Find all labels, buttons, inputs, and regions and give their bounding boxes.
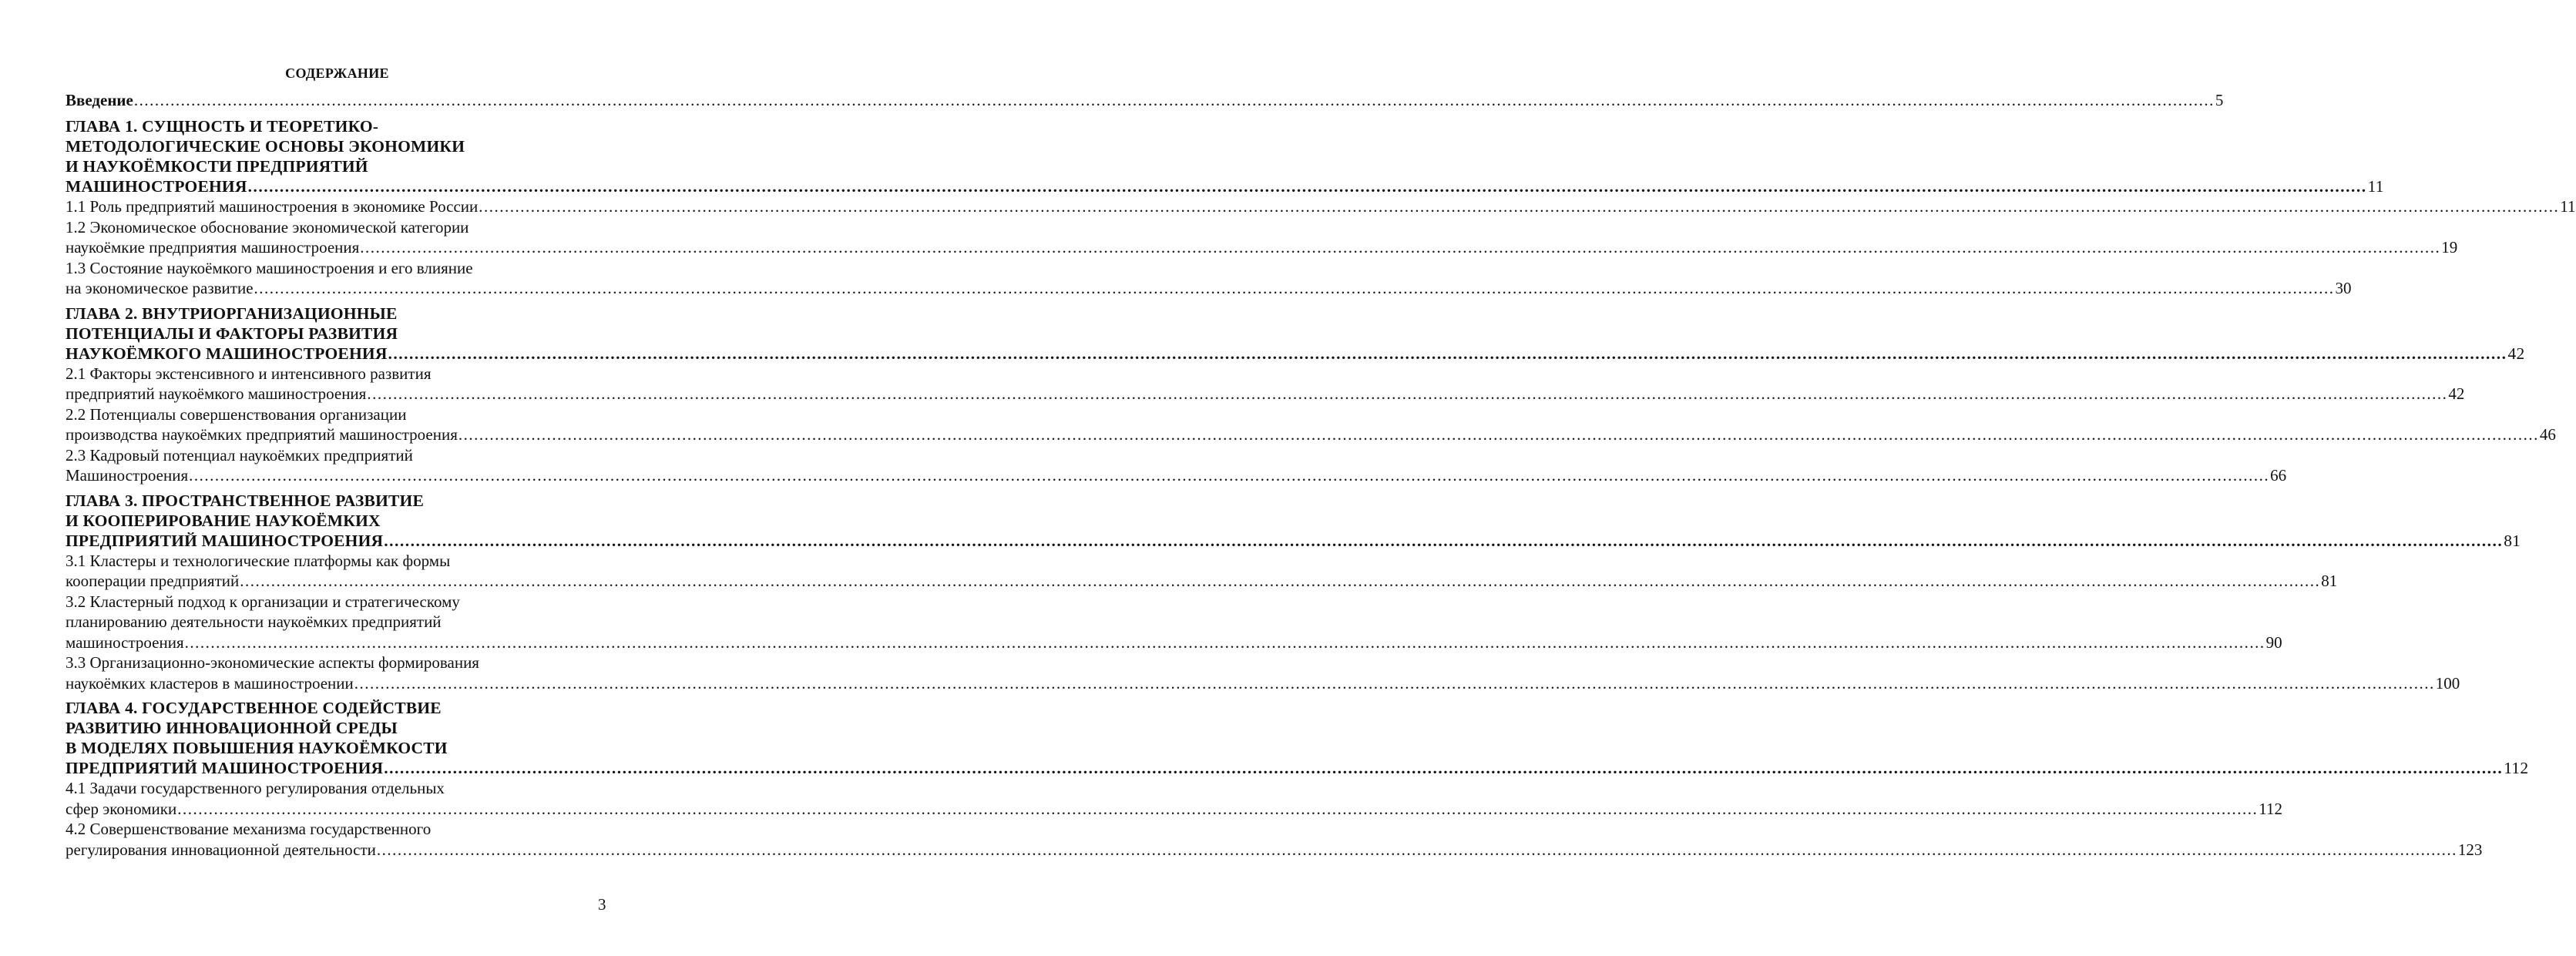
toc-section-3-1-text-line: кооперации предприятий: [65, 572, 240, 590]
toc-section-3-3-last-line: [65, 673, 2460, 694]
toc-section-4-2-last-line: [65, 840, 2483, 860]
toc-section-1-2[interactable]: [65, 217, 2458, 258]
toc-chapter-1-last-line: [65, 176, 2384, 196]
toc-section-3-1-last-line: [65, 571, 2338, 592]
toc-chapter-1[interactable]: [65, 116, 2384, 196]
toc-section-1-3-text-line: 1.3 Состояние наукоёмкого машиностроения и его влияние: [65, 258, 473, 277]
dot-leader: ................................................................................................................................................................................................................................................................................................................................................................................................................: [376, 840, 2457, 859]
toc-section-2-1[interactable]: [65, 364, 2465, 404]
toc-section-2-3-page: 66: [2270, 466, 2287, 485]
toc-section-4-2-page: 123: [2457, 840, 2483, 859]
toc-section-2-3-last-line: [65, 465, 2287, 486]
toc-section-3-2-page: 90: [2265, 632, 2282, 652]
dot-leader: ................................................................................................................................................................................................................................................................................................................................................................................................................: [458, 425, 2539, 444]
toc-chapter-2-last-line: [65, 344, 2525, 364]
toc-section-3-2-last-line: [65, 632, 2282, 653]
toc-chapter-1-page: 11: [2367, 177, 2384, 196]
toc-section-1-2-page: 19: [2441, 238, 2458, 257]
dot-leader: ................................................................................................................................................................................................................................................................................................................................................................................................................: [133, 91, 2215, 109]
toc-section-3-3-page: 100: [2435, 673, 2460, 693]
toc-section-4-2-text-line: 4.2 Совершенствование механизма государственного: [65, 820, 432, 838]
toc-section-3-2-text-line: планированию деятельности наукоёмких предприятий: [65, 612, 442, 631]
toc-chapter-2[interactable]: [65, 304, 2525, 364]
toc-chapter-3[interactable]: [65, 491, 2521, 551]
toc-section-3-3-text-line: наукоёмких кластеров в машиностроении: [65, 673, 354, 693]
toc-chapter-4-text-line: В МОДЕЛЯХ ПОВЫШЕНИЯ НАУКОЁМКОСТИ: [65, 739, 448, 757]
toc-section-2-1-text-line: 2.1 Факторы экстенсивного и интенсивного развития: [65, 364, 432, 383]
toc-section-3-3-text-line: 3.3 Организационно-экономические аспекты формирования: [65, 653, 479, 672]
toc-section-1-1[interactable]: [65, 196, 2576, 217]
dot-leader: ................................................................................................................................................................................................................................................................................................................................................................................................................: [384, 531, 2504, 550]
toc-section-2-1-text-line: предприятий наукоёмкого машиностроения: [65, 384, 367, 403]
intro-label: Введение: [65, 91, 133, 109]
dot-leader: ................................................................................................................................................................................................................................................................................................................................................................................................................: [367, 384, 2448, 403]
toc-chapter-2-page: 42: [2507, 344, 2525, 363]
dot-leader: ................................................................................................................................................................................................................................................................................................................................................................................................................: [254, 279, 2335, 297]
toc-section-2-1-last-line: [65, 384, 2465, 404]
dot-leader: ................................................................................................................................................................................................................................................................................................................................................................................................................: [354, 673, 2435, 693]
toc-section-3-3[interactable]: [65, 652, 2460, 693]
toc-section-1-1-page: 11: [2560, 197, 2576, 216]
toc-chapter-4-last-line: [65, 758, 2529, 778]
toc-section-3-2-text-line: 3.2 Кластерный подход к организации и стратегическому: [65, 592, 460, 611]
toc-section-2-2-page: 46: [2539, 425, 2556, 444]
toc-section-3-2[interactable]: [65, 592, 2282, 653]
toc-section-3-1[interactable]: [65, 551, 2338, 592]
toc-chapter-1-text-line: ГЛАВА 1. СУЩНОСТЬ И ТЕОРЕТИКО-: [65, 117, 379, 136]
toc-section-1-1-last-line: [65, 196, 2576, 217]
toc-chapter-3-last-line: [65, 531, 2521, 551]
toc-chapter-1-text-line: И НАУКОЁМКОСТИ ПРЕДПРИЯТИЙ: [65, 157, 368, 176]
toc-section-4-1-text-line: сфер экономики: [65, 799, 177, 818]
toc-section-1-2-text-line: 1.2 Экономическое обоснование экономической категории: [65, 217, 469, 236]
toc-section-3-1-page: 81: [2321, 572, 2338, 590]
toc-section-1-3-text-line: на экономическое развитие: [65, 279, 254, 297]
toc-section-4-1[interactable]: [65, 778, 2282, 819]
toc-section-4-1-last-line: [65, 799, 2282, 820]
toc-section-4-1-page: 112: [2259, 799, 2282, 818]
toc-chapter-3-text-line: ПРЕДПРИЯТИЙ МАШИНОСТРОЕНИЯ: [65, 531, 384, 550]
page-number: 3: [598, 895, 606, 914]
toc-chapter-4-text-line: ГЛАВА 4. ГОСУДАРСТВЕННОЕ СОДЕЙСТВИЕ: [65, 699, 442, 717]
toc-chapter-3-text-line: ГЛАВА 3. ПРОСТРАНСТВЕННОЕ РАЗВИТИЕ: [65, 491, 425, 510]
toc-section-1-3-last-line: [65, 278, 2352, 299]
toc-section-2-2-last-line: [65, 424, 2556, 445]
toc-section-3-2-text-line: машиностроения: [65, 632, 184, 652]
toc-section-1-1-text-line: 1.1 Роль предприятий машиностроения в экономике России: [65, 197, 479, 216]
dot-leader: ................................................................................................................................................................................................................................................................................................................................................................................................................: [388, 344, 2507, 363]
dot-leader: ................................................................................................................................................................................................................................................................................................................................................................................................................: [184, 632, 2265, 652]
dot-leader: ................................................................................................................................................................................................................................................................................................................................................................................................................: [189, 466, 2270, 485]
toc-section-1-3[interactable]: [65, 258, 2352, 299]
toc-section-2-3-text-line: 2.3 Кадровый потенциал наукоёмких предприятий: [65, 445, 413, 465]
toc-chapter-4[interactable]: [65, 698, 2529, 778]
toc-chapter-1-text-line: МАШИНОСТРОЕНИЯ: [65, 177, 247, 196]
dot-leader: ................................................................................................................................................................................................................................................................................................................................................................................................................: [479, 197, 2560, 216]
toc-section-4-1-text-line: 4.1 Задачи государственного регулирования отдельных: [65, 779, 445, 797]
toc-entry-intro[interactable]: [65, 90, 2224, 110]
toc-section-2-2[interactable]: [65, 404, 2556, 445]
toc-section-2-2-text-line: производства наукоёмких предприятий машиностроения: [65, 425, 458, 444]
toc-chapter-3-page: 81: [2504, 531, 2521, 550]
toc-chapter-4-text-line: ПРЕДПРИЯТИЙ МАШИНОСТРОЕНИЯ: [65, 759, 384, 777]
toc-chapter-3-text-line: И КООПЕРИРОВАНИЕ НАУКОЁМКИХ: [65, 511, 381, 530]
dot-leader: ................................................................................................................................................................................................................................................................................................................................................................................................................: [177, 799, 2259, 818]
toc-chapter-2-text-line: НАУКОЁМКОГО МАШИНОСТРОЕНИЯ: [65, 344, 388, 363]
toc-chapter-4-text-line: РАЗВИТИЮ ИННОВАЦИОННОЙ СРЕДЫ: [65, 719, 398, 737]
toc-section-2-2-text-line: 2.2 Потенциалы совершенствования организации: [65, 404, 407, 424]
toc-section-4-2-text-line: регулирования инновационной деятельности: [65, 840, 376, 859]
toc-section-1-2-last-line: [65, 237, 2458, 258]
toc-section-2-1-page: 42: [2448, 384, 2465, 403]
toc-chapter-1-text-line: МЕТОДОЛОГИЧЕСКИЕ ОСНОВЫ ЭКОНОМИКИ: [65, 137, 465, 156]
toc-section-1-3-page: 30: [2335, 279, 2352, 297]
toc-title: СОДЕРЖАНИЕ: [285, 65, 389, 81]
toc-section-3-1-text-line: 3.1 Кластеры и технологические платформы как формы: [65, 551, 451, 570]
toc-section-4-2[interactable]: [65, 819, 2483, 860]
dot-leader: ................................................................................................................................................................................................................................................................................................................................................................................................................: [247, 177, 2367, 196]
toc-chapter-4-page: 112: [2504, 759, 2529, 777]
toc-chapter-2-text-line: ПОТЕНЦИАЛЫ И ФАКТОРЫ РАЗВИТИЯ: [65, 324, 398, 343]
toc-chapter-2-text-line: ГЛАВА 2. ВНУТРИОРГАНИЗАЦИОННЫЕ: [65, 304, 398, 323]
dot-leader: ................................................................................................................................................................................................................................................................................................................................................................................................................: [384, 759, 2504, 777]
dot-leader: ................................................................................................................................................................................................................................................................................................................................................................................................................: [360, 238, 2441, 257]
toc-section-2-3[interactable]: [65, 445, 2287, 486]
toc-section-2-3-text-line: Машиностроения: [65, 466, 189, 485]
table-of-contents: [65, 90, 2576, 860]
intro-page: 5: [2215, 91, 2224, 109]
toc-section-1-2-text-line: наукоёмкие предприятия машиностроения: [65, 238, 360, 257]
dot-leader: ................................................................................................................................................................................................................................................................................................................................................................................................................: [240, 572, 2321, 590]
